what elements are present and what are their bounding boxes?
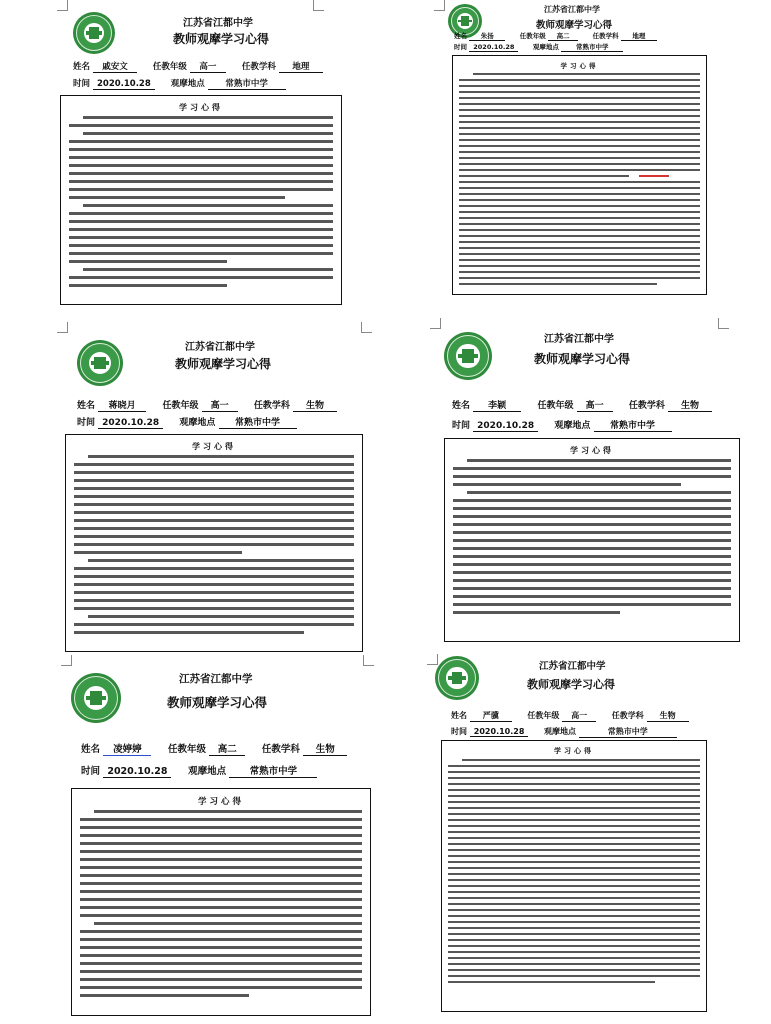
place-label: 观摩地点 [554,421,591,431]
reflection-box [444,438,740,642]
name-label: 姓名 [454,32,467,40]
crop-mark [434,0,445,11]
document-title: 教师观摩学习心得 [175,357,272,371]
time-value: 2020.10.28 [469,43,518,52]
reflection-text [74,455,354,634]
time-label: 时间 [451,727,467,736]
place-value: 常熟市中学 [579,726,677,738]
school-logo-icon [73,12,115,54]
time-value: 2020.10.28 [103,766,171,778]
info-row-teacher [454,31,657,41]
reflection-box [60,95,342,305]
school-logo-icon [71,673,121,723]
document-page-6 [425,652,755,1017]
reflection-box-title: 学习心得 [179,103,223,112]
reflection-box-title: 学习心得 [192,442,236,451]
place-value: 常熟市中学 [561,42,623,52]
place-label: 观摩地点 [544,727,576,736]
grade-value: 高二 [548,31,578,41]
grade-value: 高一 [577,398,613,412]
grade-label: 任教年级 [527,711,560,720]
place-label: 观摩地点 [170,79,205,89]
time-value: 2020.10.28 [98,418,163,429]
school-name: 江苏省江都中学 [179,673,253,685]
time-value: 2020.10.28 [470,727,529,737]
time-label: 时间 [454,43,467,51]
document-title: 教师观摩学习心得 [173,32,270,46]
info-row-teacher [77,398,337,412]
subject-label: 任教学科 [253,401,290,411]
reflection-text [80,810,362,997]
info-row-time [81,763,317,778]
info-row-teacher [452,398,712,412]
reflection-box-title: 学习心得 [560,62,599,70]
name-value: 朱扬 [469,31,505,41]
crop-mark [57,322,68,333]
subject-label: 任教学科 [261,744,300,755]
grade-value: 高二 [209,741,245,756]
grade-value: 高一 [190,60,226,73]
subject-label: 任教学科 [241,62,276,72]
name-label: 姓名 [77,401,96,411]
document-title: 教师观摩学习心得 [167,695,268,710]
name-label: 姓名 [73,62,91,72]
name-value: 蒋晓月 [98,398,146,412]
document-page-1 [55,0,370,320]
subject-value: 生物 [293,398,337,412]
reflection-box [65,434,363,652]
name-value: 凌婷婷 [103,741,151,756]
crop-mark [313,0,324,11]
crop-mark [363,655,374,666]
grade-value: 高一 [562,710,596,722]
crop-mark [361,322,372,333]
document-title: 教师观摩学习心得 [534,352,631,366]
reflection-text [448,759,700,983]
name-label: 姓名 [81,744,101,755]
subject-label: 任教学科 [611,711,644,720]
reflection-box-title: 学习心得 [570,446,614,455]
grade-value: 高一 [202,398,238,412]
time-label: 时间 [73,79,91,89]
place-value: 常熟市中学 [208,77,286,90]
document-page-5 [55,655,375,1020]
document-page-4 [430,318,750,648]
document-page-3 [55,322,370,652]
reflection-box-title: 学习心得 [197,797,244,807]
info-row-teacher [81,741,347,756]
reflection-text [69,116,333,287]
reflection-text [459,73,700,285]
reflection-box [71,788,371,1016]
school-name: 江苏省江都中学 [544,334,614,345]
place-label: 观摩地点 [179,418,216,428]
document-title: 教师观摩学习心得 [527,678,615,691]
reflection-box-title: 学习心得 [554,747,594,755]
place-value: 常熟市中学 [229,763,317,778]
place-value: 常熟市中学 [219,415,297,429]
crop-mark [57,0,68,11]
subject-value: 地理 [279,60,323,73]
place-value: 常熟市中学 [594,418,672,432]
school-name: 江苏省江都中学 [544,5,600,14]
crop-mark [427,654,438,665]
school-name: 江苏省江都中学 [185,342,255,353]
grade-label: 任教年级 [167,744,206,755]
name-value: 李颖 [473,398,521,412]
subject-value: 生物 [303,741,347,756]
crop-mark [718,318,729,329]
info-row-time [452,418,672,432]
name-value: 严骥 [470,710,512,722]
place-label: 观摩地点 [532,43,559,51]
time-value: 2020.10.28 [473,421,538,432]
subject-value: 生物 [647,710,689,722]
info-row-time [454,42,623,52]
info-row-time [77,415,297,429]
place-label: 观摩地点 [188,766,227,777]
school-logo-icon [77,340,123,386]
school-logo-icon [435,656,479,700]
name-value: 戚安文 [93,60,137,73]
subject-label: 任教学科 [592,32,619,40]
document-title: 教师观摩学习心得 [536,20,613,31]
reflection-box [452,55,707,295]
school-name: 江苏省江都中学 [539,661,606,672]
school-logo-icon [444,332,492,380]
subject-label: 任教学科 [628,401,665,411]
grade-label: 任教年级 [519,32,546,40]
info-row-time [451,726,677,738]
name-label: 姓名 [452,401,471,411]
info-row-teacher [451,710,689,722]
school-name: 江苏省江都中学 [183,18,253,29]
time-label: 时间 [81,766,101,777]
grade-label: 任教年级 [152,62,187,72]
reflection-text [453,459,731,614]
name-label: 姓名 [451,711,467,720]
info-row-teacher [73,60,323,73]
document-page-2 [440,0,745,310]
crop-mark [61,655,72,666]
crop-mark [430,318,441,329]
subject-value: 生物 [668,398,712,412]
subject-value: 地理 [621,31,657,41]
grade-label: 任教年级 [537,401,574,411]
time-value: 2020.10.28 [93,79,155,90]
time-label: 时间 [77,418,96,428]
reflection-box [441,740,707,1012]
time-label: 时间 [452,421,471,431]
info-row-time [73,77,286,90]
grade-label: 任教年级 [162,401,199,411]
